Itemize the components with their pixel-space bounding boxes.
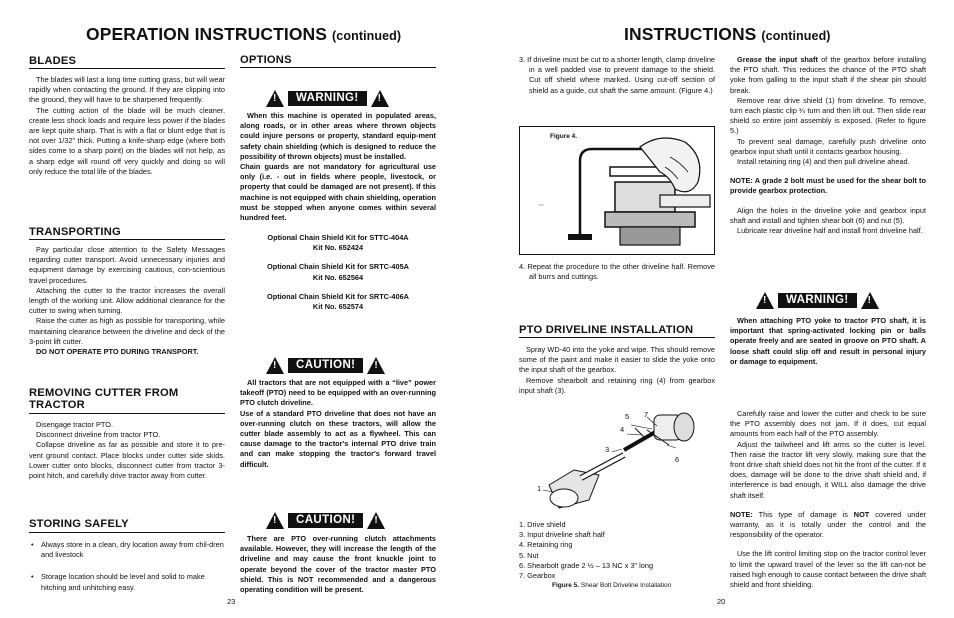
warning-triangle-icon [266, 512, 284, 529]
storing-list [29, 540, 225, 600]
raise-note-a: This type of damage is [758, 509, 848, 519]
figure-5-label: Figure 5. [552, 582, 580, 589]
pto-rule [519, 337, 715, 338]
caution-label: CAUTION! [288, 513, 363, 528]
warning-triangle-icon [371, 90, 389, 107]
options-warning-p2: Chain guards are not mandatory for agricultural use only (i.e. - out in fields where people, livestock, or property that could be damaged are not present). If this machine is not equipped with chain shielding, operation must be stopped when anyone comes within several hundred feet. [240, 162, 436, 223]
right-warning-text [730, 316, 926, 367]
figure-4 [519, 126, 715, 255]
transporting-p3: Raise the cutter as high as possible for transporting, while maintaining clearance between the driveline and deck of the 3-point lift cutter. [29, 316, 225, 346]
right-warning-p: When attaching PTO yoke to tractor PTO shaft, it is important that spring-activated locking pin or balls operate freely and are seated in groove on PTO shaft. A loose shaft could slip off and result in personal injury or damage to equipment. [730, 316, 926, 366]
removing-body [29, 420, 225, 481]
blades-p1: The blades will last a long time cutting grass, but will wear rapidly when contacting the ground. If they are clipping into the ground, they will have to be sharpened frequently. [29, 75, 225, 105]
pto-p1: Spray WD-40 into the yoke and wipe. This should remove some of the paint and make it easier to slide the yoke onto the input shaft of the gearbox. [519, 345, 715, 375]
right-warning-banner [752, 290, 883, 310]
left-title-suffix: (continued) [332, 29, 402, 43]
vise-illustration [520, 127, 715, 255]
blades-p2: The cutting action of the blade will be much cleaner, create less shock loads and require less power if the blades are kept quite sharp. That is with a flat or blunt edge that is not over 1/32" thick. Putting a knife-sharp edge (where both sides come to a sharp point) on the blades will not help, as a sharp edge will round off very quickly and doing so will only reduce the total life of the blades. [29, 105, 225, 176]
grease-p5: Align the holes in the driveline yoke and gearbox input shaft and install and tighten shear bolt (6) and nut (5). [730, 205, 926, 225]
caution1-p2: Use of a standard PTO driveline that does not have an over-running clutch on these tractors, will allow the cutter blade assembly to act as a flywheel. This can cause damage to the tractor's internal PTO drive train and can make stopping the tractor's forward travel difficult. [240, 408, 436, 469]
grease-p4: Install retaining ring (4) and then pull driveline ahead. [737, 157, 910, 167]
parts-item: 6. Shearbolt grade 2 ½ – 13 NC x 3" long [519, 560, 654, 570]
raise-p1: Carefully raise and lower the cutter and check to be sure the PTO assembly does not jam. If it does, cut equal amounts from each half of the PTO assembly. [730, 409, 926, 439]
raise-note [730, 510, 926, 541]
storing-heading: STORING SAFELY [29, 518, 129, 530]
right-page-title [624, 24, 831, 45]
removing-rule [29, 413, 225, 414]
caution2-p1: There are PTO over-running clutch attachments available. However, they will increase the length of the driveline and may cause the front knuckle joint to operate beyond the cover of the tractor master PTO shield. This is NOT recommended and a dangerous operating condition will be present. [240, 534, 436, 595]
right-title-suffix: (continued) [761, 29, 831, 43]
left-page-number: 23 [227, 597, 236, 606]
callout-label: 3 [605, 445, 610, 454]
grease-p1 [730, 55, 926, 96]
transporting-heading: TRANSPORTING [29, 226, 121, 238]
blades-rule [29, 68, 225, 69]
pto-heading: PTO DRIVELINE INSTALLATION [519, 324, 694, 336]
grease-note: NOTE: A grade 2 bolt must be used for the shear bolt to provide gearbox protection. [730, 176, 926, 196]
raise-body [730, 409, 926, 590]
parts-item: 5. Nut [519, 550, 539, 560]
warning-triangle-icon [266, 90, 284, 107]
caution-banner-1 [262, 355, 389, 375]
step-4: 4. Repeat the procedure to the other driveline half. Remove all burrs and cuttings. [519, 262, 715, 282]
options-warning-text [240, 111, 436, 223]
grease-p3: To prevent seal damage, carefully push driveline onto gearbox input shaft until it contacts gearbox housing. [730, 136, 926, 156]
storing-bullet: • Storage location should be level and solid to make hitching and unhitching easy. [29, 572, 225, 592]
parts-item: 1. Drive shield [519, 520, 566, 529]
removing-l1: Disengage tractor PTO. [36, 420, 114, 429]
warning-triangle-icon [861, 292, 879, 309]
raise-note-b: covered under warranty, as it is totally under the control and the responsibility of the operator. [730, 509, 926, 540]
caution-label: CAUTION! [288, 358, 363, 373]
removing-p1: Collapse driveline as far as possible and store it to pre-vent ground contact. Place blocks under cutter side skids. Lower cutter onto blocks, disconnect cutter from tractor 3-point hitch, and carefully drive tractor away from cutter. [29, 440, 225, 481]
warning-triangle-icon [367, 512, 385, 529]
warning-triangle-icon [266, 357, 284, 374]
removing-heading [29, 387, 178, 411]
warning-triangle-icon [367, 357, 385, 374]
parts-item: 7. Gearbox [519, 571, 556, 581]
right-title-text: INSTRUCTIONS [624, 24, 757, 44]
options-warning-p1: When this machine is operated in populated areas, along roads, or in other areas where thrown objects could injure persons or property, standard equip-ment safety chain shielding (which is designed to reduce the possibility of thrown objects) must be installed. [240, 111, 436, 161]
left-page-title [86, 24, 401, 45]
callout-label: 6 [675, 455, 680, 464]
grease-p2: Remove rear drive shield (1) from driveline. To remove, turn each plastic clip ¼ turn and then lift out. Then slide rear shield so entire joint assembly is exposed. (Refer to figure 5.) [730, 95, 926, 136]
transporting-body [29, 245, 225, 357]
parts-item: 4. Retaining ring [519, 540, 573, 550]
kit-number: Kit No. 652574 [312, 302, 364, 312]
figure-4-label: Figure 4. [550, 133, 578, 140]
caution1-p1: All tractors that are not equipped with a “live” power takeoff (PTO) need to be equipped with an over-running PTO clutch driveline. [240, 378, 436, 408]
right-page-number: 20 [717, 597, 726, 606]
grease-p1-text: of the gearbox before installing the PTO shaft. This reduces the chance of the PTO shaft yoke from galling to the input shaft if the shear pin should break. [730, 55, 926, 95]
warning-label: WARNING! [288, 91, 367, 106]
warning-triangle-icon [756, 292, 774, 309]
shear-bolt-diagram [519, 400, 715, 515]
warning-label: WARNING! [778, 293, 857, 308]
figure-5-caption [552, 582, 671, 589]
figure-5 [519, 400, 715, 515]
transporting-p1: Pay particular close attention to the Safety Messages regarding cutter transport. Avoid unnecessary injuries and equipment damage by exercising cautious, con-scientious travel procedures. [29, 245, 225, 285]
left-title-text: OPERATION INSTRUCTIONS [86, 24, 328, 44]
figure-5-caption-text: Shear Bolt Driveline Installation [580, 582, 672, 589]
options-kits [240, 233, 436, 312]
removing-heading-line2: TRACTOR [29, 399, 85, 411]
kit-number: Kit No. 652424 [312, 243, 364, 253]
raise-note-lead: NOTE: [730, 509, 753, 519]
options-warning-banner [262, 88, 393, 108]
callout-label: 4 [620, 425, 625, 434]
raise-p3: Use the lift control limiting stop on the tractor control lever to limit the upward travel of the lever so the lift can-not be raised high enough to cause contact between the drive shaft shield and front shielding. [730, 549, 926, 590]
storing-rule [29, 532, 225, 533]
pto-p2: Remove shearbolt and retaining ring (4) from gearbox input shaft (3). [519, 375, 715, 395]
grease-p6: Lubricate rear driveline half and install front driveline half. [737, 226, 923, 236]
raise-note-not: NOT [853, 509, 870, 519]
blades-body [29, 75, 225, 177]
storing-bullet: • Always store in a clean, dry location away from chil-dren and livestock [29, 540, 225, 560]
blades-heading: BLADES [29, 55, 77, 67]
parts-list [519, 520, 715, 581]
parts-item: 3. Input driveline shaft half [519, 530, 605, 540]
grease-lead: Grease the input shaft [737, 55, 818, 64]
transporting-p4: DO NOT OPERATE PTO DURING TRANSPORT. [36, 347, 199, 357]
step-3: 3. If driveline must be cut to a shorter length, clamp driveline in a well padded vise to prevent damage to the shield. Cut off shield where marked. Using cut-off section of shield as a guide, cut shaft the same amount. (Figure 4.) [519, 55, 715, 95]
callout-label: 5 [625, 412, 630, 421]
kit-name: Optional Chain Shield Kit for SRTC-405A [267, 262, 409, 272]
options-heading: OPTIONS [240, 54, 292, 66]
transporting-p2: Attaching the cutter to the tractor increases the overall length of the working unit. Allow additional clearance for the cutter to swing when turning. [29, 285, 225, 316]
grease-body [730, 55, 926, 236]
callout-label: 7 [644, 410, 649, 419]
caution2-text [240, 534, 436, 595]
transporting-rule [29, 239, 225, 240]
caution-banner-2 [262, 510, 389, 530]
svg-text:~~: ~~ [538, 203, 544, 209]
options-rule [240, 67, 436, 68]
kit-name: Optional Chain Shield Kit for STTC-404A [267, 233, 409, 242]
kit-number: Kit No. 652564 [312, 272, 364, 282]
pto-body [519, 345, 715, 396]
kit-name: Optional Chain Shield Kit for SRTC-406A [267, 291, 409, 301]
removing-heading-line1: REMOVING CUTTER FROM [29, 387, 179, 399]
removing-l2: Disconnect driveline from tractor PTO. [36, 430, 161, 440]
caution1-text [240, 378, 436, 470]
raise-p2: Adjust the tailwheel and lift arms so the cutter is level. Then raise the tractor lift very slowly, making sure that the front drive shaft shield does not hit the front of the cutter. If it does, damage will be done to the drive shaft shield and, if interference is bad enough, it WILL also damage the drive shaft itself. [730, 439, 926, 500]
callout-label: 1 [537, 484, 542, 493]
